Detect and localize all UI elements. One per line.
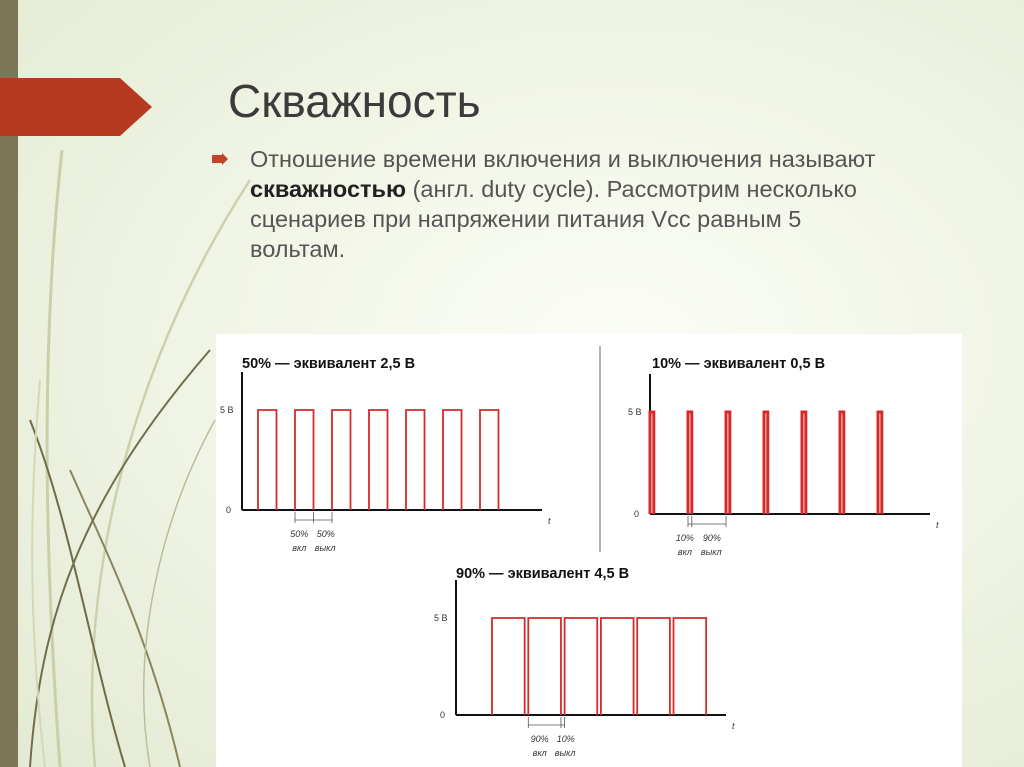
slide-title: Скважность bbox=[228, 75, 481, 127]
diagram-3-pulse bbox=[492, 618, 525, 715]
diagram-3-pulse bbox=[565, 618, 598, 715]
diagram-3-y-high-label: 5 В bbox=[434, 613, 448, 623]
diagram-2-annot-on: 10% bbox=[675, 533, 694, 543]
diagram-1-y-high-label: 5 В bbox=[220, 405, 234, 415]
paragraph-text-2: (англ. duty cycle). Рассмотрим несколько сценариев при напряжении питания Vcc равным 5 вольтам. bbox=[250, 176, 857, 262]
diagram-1-title: 50% — эквивалент 2,5 В bbox=[242, 356, 416, 372]
diagram-2-annot-off-sub: выкл bbox=[700, 547, 722, 557]
diagram-2-y-low-label: 0 bbox=[634, 509, 640, 519]
diagram-1-x-label: t bbox=[548, 516, 551, 526]
diagram-3-annot-off: 10% bbox=[556, 734, 575, 744]
arrow-bullet-icon bbox=[212, 153, 228, 165]
diagram-1-y-low-label: 0 bbox=[226, 505, 232, 515]
diagram-2-pulse bbox=[764, 412, 768, 514]
slide-paragraph bbox=[250, 144, 890, 264]
diagram-3-pulse bbox=[674, 618, 707, 715]
diagram-3-x-label: t bbox=[732, 721, 735, 731]
diagram-1-pulse bbox=[406, 410, 425, 510]
diagram-2-pulse bbox=[840, 412, 844, 514]
diagram-1-pulse bbox=[369, 410, 388, 510]
diagram-1-annot-off-sub: выкл bbox=[314, 543, 336, 553]
diagram-2-pulse bbox=[688, 412, 692, 514]
diagram-3-y-low-label: 0 bbox=[440, 710, 446, 720]
diagram-2-pulse bbox=[650, 412, 654, 514]
paragraph-bold-term: скважностью bbox=[250, 176, 407, 202]
diagram-3-pulse bbox=[601, 618, 634, 715]
diagram-3-annot-off-sub: выкл bbox=[554, 748, 576, 758]
diagram-1-pulse bbox=[295, 410, 314, 510]
diagram-2-pulse bbox=[878, 412, 882, 514]
diagram-1-pulse bbox=[480, 410, 499, 510]
diagram-1-annot-on: 50% bbox=[290, 529, 309, 539]
diagram-3-title: 90% — эквивалент 4,5 В bbox=[456, 566, 630, 582]
diagram-2-title: 10% — эквивалент 0,5 В bbox=[652, 356, 826, 372]
duty-cycle-figure bbox=[216, 334, 962, 767]
diagram-2-x-label: t bbox=[936, 520, 939, 530]
diagram-1-pulse bbox=[258, 410, 277, 510]
diagram-3-pulse bbox=[528, 618, 561, 715]
title-accent-arrow bbox=[0, 78, 152, 136]
diagram-1-pulse bbox=[443, 410, 462, 510]
diagram-3-annot-on: 90% bbox=[530, 734, 549, 744]
diagram-2-annot-off: 90% bbox=[702, 533, 721, 543]
diagram-3-pulse bbox=[637, 618, 670, 715]
diagram-1-annot-on-sub: вкл bbox=[292, 543, 307, 553]
diagram-2-pulse bbox=[802, 412, 806, 514]
diagram-2-y-high-label: 5 В bbox=[628, 407, 642, 417]
diagram-2-annot-on-sub: вкл bbox=[677, 547, 692, 557]
paragraph-text-1: Отношение времени включения и выключения называют bbox=[250, 146, 876, 172]
diagram-1-pulse bbox=[332, 410, 351, 510]
duty-cycle-diagrams bbox=[216, 334, 962, 767]
diagram-3-annot-on-sub: вкл bbox=[532, 748, 547, 758]
diagram-2-pulse bbox=[726, 412, 730, 514]
diagram-1-annot-off: 50% bbox=[316, 529, 335, 539]
